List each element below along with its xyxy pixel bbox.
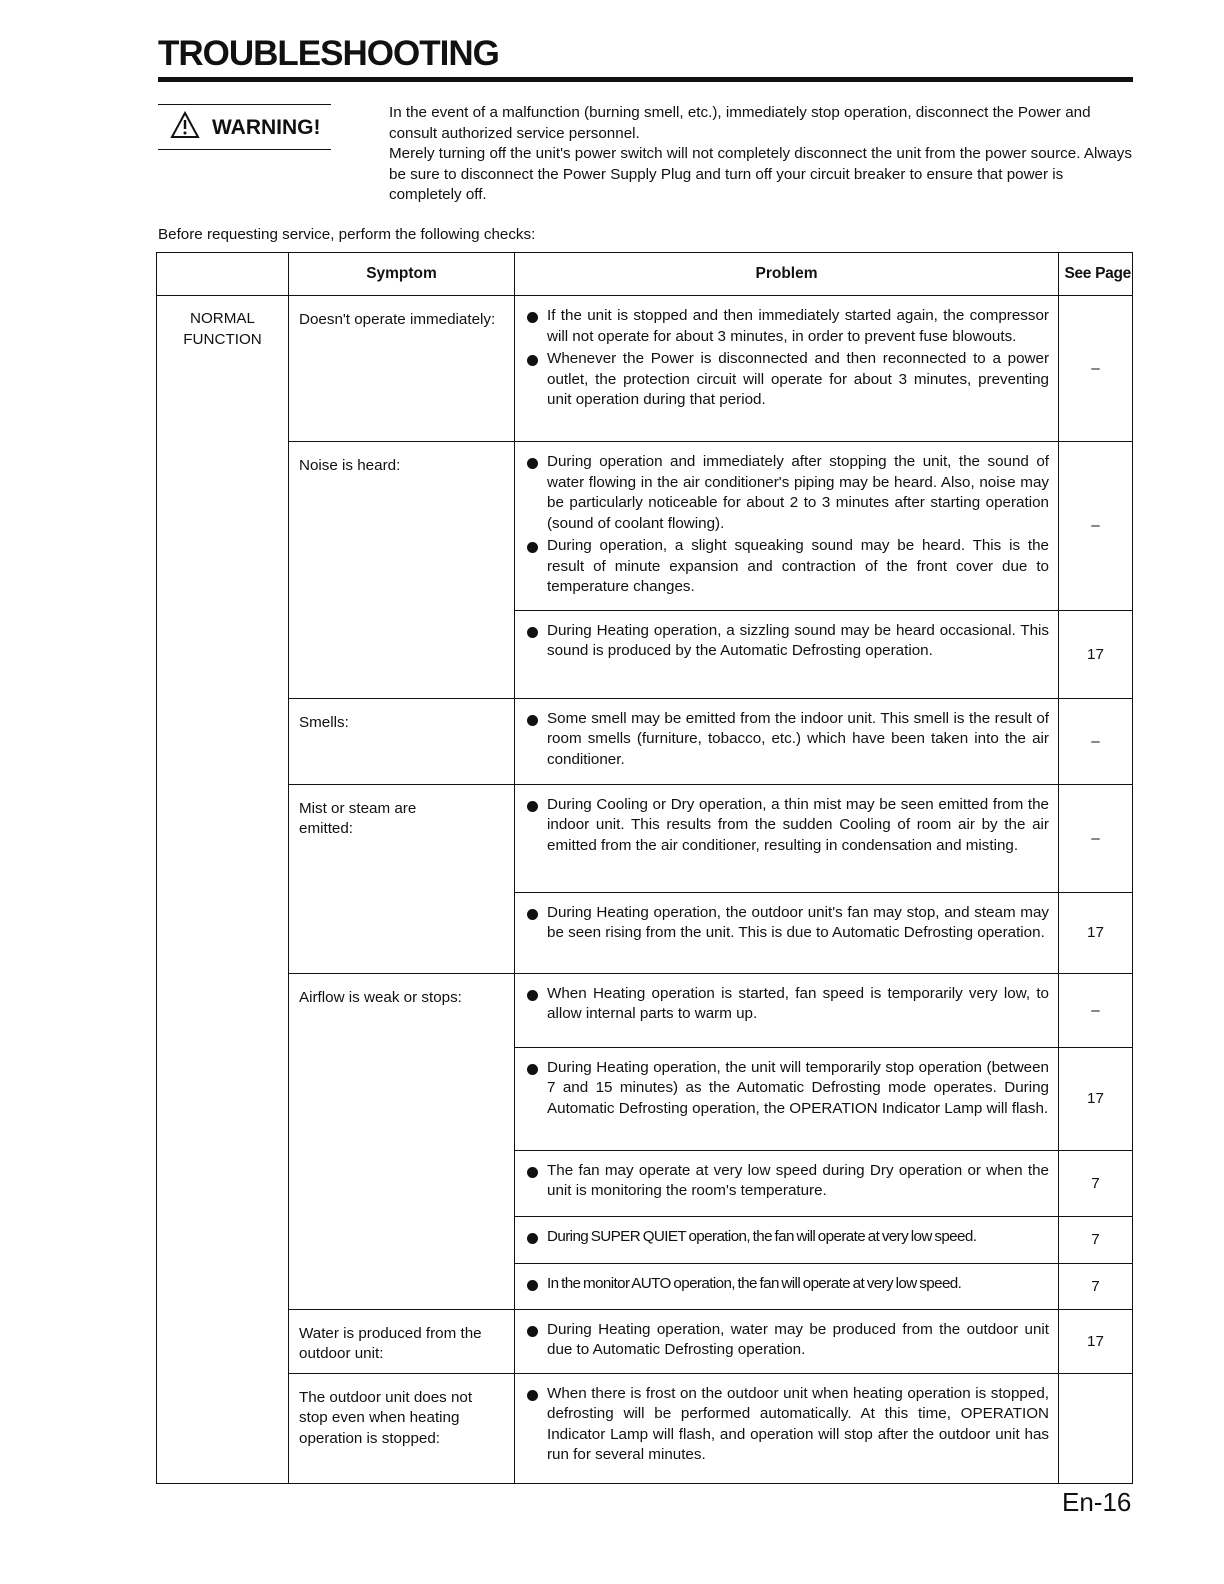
bullet-icon	[527, 1326, 538, 1337]
symptom-cell: Noise is heard:	[289, 442, 515, 699]
table-row	[157, 442, 1133, 611]
category-cell	[157, 296, 289, 1484]
header-problem: Problem	[515, 253, 1059, 296]
list-item: During Heating operation, a sizzling sound may be heard occasional. This sound is produced by the Automatic Defrosting operation.	[527, 621, 1049, 662]
list-item: During Heating operation, the outdoor unit's fan may stop, and steam may be seen rising from the unit. This is due to Automatic Defrosting operation.	[527, 903, 1049, 944]
problem-cell	[515, 1216, 1059, 1263]
see-page-cell: 7	[1059, 1150, 1133, 1216]
bullet-icon	[527, 355, 538, 366]
warning-text	[389, 103, 1134, 206]
see-page-cell: 17	[1059, 892, 1133, 973]
problem-cell	[515, 973, 1059, 1047]
problem-cell	[515, 1263, 1059, 1309]
list-item: When Heating operation is started, fan speed is temporarily very low, to allow internal parts to warm up.	[527, 984, 1049, 1025]
see-page-cell: –	[1059, 784, 1133, 892]
title-rule	[158, 77, 1133, 82]
bullet-icon	[527, 458, 538, 469]
problem-cell	[515, 610, 1059, 698]
list-item: In the monitor AUTO operation, the fan will operate at very low speed.	[527, 1274, 1049, 1295]
problem-cell	[515, 1309, 1059, 1373]
page-title: TROUBLESHOOTING	[158, 34, 499, 73]
table-row	[157, 784, 1133, 892]
table-row	[157, 1373, 1133, 1483]
bullet-icon	[527, 1233, 538, 1244]
problem-cell	[515, 698, 1059, 784]
bullet-icon	[527, 1390, 538, 1401]
table-row	[157, 296, 1133, 442]
see-page-cell: 7	[1059, 1216, 1133, 1263]
see-page-cell: 17	[1059, 1047, 1133, 1150]
problem-cell	[515, 1373, 1059, 1483]
list-item: During SUPER QUIET operation, the fan will operate at very low speed.	[527, 1227, 1049, 1248]
problem-cell	[515, 892, 1059, 973]
symptom-cell: The outdoor unit does not stop even when heating operation is stopped:	[289, 1373, 515, 1483]
bullet-icon	[527, 715, 538, 726]
bullet-icon	[527, 1280, 538, 1291]
see-page-cell: –	[1059, 296, 1133, 442]
symptom-cell: Mist or steam are emitted:	[289, 784, 515, 973]
page-number: En-16	[1062, 1487, 1132, 1517]
list-item: When there is frost on the outdoor unit when heating operation is stopped, defrosting will be performed automatically. At this time, OPERATION Indicator Lamp will flash, and operation will stop after the outdoor unit has run for several minutes.	[527, 1384, 1049, 1466]
table-header-row	[157, 253, 1133, 296]
see-page-cell: 7	[1059, 1263, 1133, 1309]
problem-cell	[515, 1150, 1059, 1216]
list-item: If the unit is stopped and then immediately started again, the compressor will not operate for about 3 minutes, in order to prevent fuse blowouts.	[527, 306, 1049, 347]
symptom-cell: Doesn't operate immediately:	[289, 296, 515, 442]
list-item: The fan may operate at very low speed during Dry operation or when the unit is monitoring the room's temperature.	[527, 1161, 1049, 1202]
list-item: During Heating operation, water may be produced from the outdoor unit due to Automatic Defrosting operation.	[527, 1320, 1049, 1361]
list-item: During Cooling or Dry operation, a thin mist may be seen emitted from the indoor unit. This results from the sudden Cooling of room air by the air emitted from the air conditioner, resulting in condensation and misting.	[527, 795, 1049, 857]
problem-cell	[515, 1047, 1059, 1150]
bullet-icon	[527, 801, 538, 812]
list-item: During operation, a slight squeaking sound may be heard. This is the result of minute expansion and contraction of the front cover due to temperature changes.	[527, 536, 1049, 598]
warning-triangle-icon	[170, 111, 200, 139]
header-category	[157, 253, 289, 296]
see-page-cell: 17	[1059, 610, 1133, 698]
bullet-icon	[527, 542, 538, 553]
symptom-cell: Smells:	[289, 698, 515, 784]
problem-cell	[515, 296, 1059, 442]
list-item: During Heating operation, the unit will temporarily stop operation (between 7 and 15 minutes) as the Automatic Defrosting mode operates. During Automatic Defrosting operation, the OPERATION Indicator Lamp will flash.	[527, 1058, 1049, 1120]
table-row	[157, 973, 1133, 1047]
problem-cell	[515, 442, 1059, 611]
category-label: NORMAL FUNCTION	[183, 310, 262, 348]
bullet-icon	[527, 909, 538, 920]
table-row	[157, 698, 1133, 784]
symptom-cell: Water is produced from the outdoor unit:	[289, 1309, 515, 1373]
symptom-cell: Airflow is weak or stops:	[289, 973, 515, 1309]
intro-text: Before requesting service, perform the following checks:	[158, 226, 536, 243]
bullet-icon	[527, 627, 538, 638]
see-page-cell: 17	[1059, 1309, 1133, 1373]
warning-paragraph: Merely turning off the unit's power switch will not completely disconnect the unit from the power source. Always be sure to disconnect the Power Supply Plug and turn off your circuit breaker to ensure that power is completely off.	[389, 145, 1132, 203]
header-symptom: Symptom	[289, 253, 515, 296]
warning-box	[158, 104, 331, 150]
table-row	[157, 1309, 1133, 1373]
list-item: Some smell may be emitted from the indoor unit. This smell is the result of room smells (furniture, tobacco, etc.) which have been taken into the air conditioner.	[527, 709, 1049, 771]
bullet-icon	[527, 990, 538, 1001]
see-page-cell: –	[1059, 442, 1133, 611]
see-page-cell	[1059, 1373, 1133, 1483]
warning-paragraph: In the event of a malfunction (burning smell, etc.), immediately stop operation, disconnect the Power and consult authorized service personnel.	[389, 104, 1091, 142]
list-item: Whenever the Power is disconnected and then reconnected to a power outlet, the protection circuit will operate for about 3 minutes, preventing unit operation during that period.	[527, 349, 1049, 411]
header-see-page: See Page	[1059, 253, 1133, 296]
list-item: During operation and immediately after stopping the unit, the sound of water flowing in the air conditioner's piping may be heard. Also, noise may be particularly noticeable for about 2 to 3 minutes after starting operation (sound of coolant flowing).	[527, 452, 1049, 534]
problem-cell	[515, 784, 1059, 892]
see-page-cell: –	[1059, 698, 1133, 784]
bullet-icon	[527, 312, 538, 323]
warning-label: WARNING!	[212, 116, 321, 139]
bullet-icon	[527, 1064, 538, 1075]
see-page-cell: –	[1059, 973, 1133, 1047]
bullet-icon	[527, 1167, 538, 1178]
troubleshooting-table	[156, 252, 1133, 1484]
